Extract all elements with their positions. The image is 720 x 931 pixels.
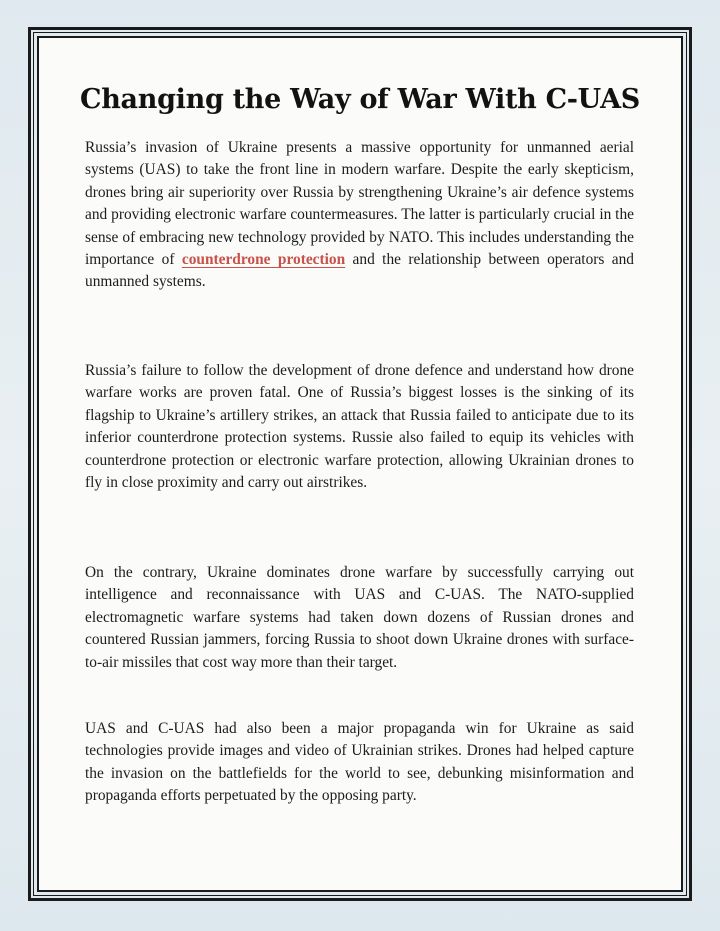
paragraph-1-text-after: and the relationship between operators and unmanned systems. (85, 251, 635, 291)
paragraph-3: On the contrary, Ukraine dominates drone warfare by successfully carrying out intelligence and reconnaissance with UAS and C-UAS. The NATO-supplied electromagnetic warfare systems had taken down dozens of Russian drones and countered Russian jammers, forcing Russia to shoot down Ukraine drones with surface-to-air missiles that cost way more than their target. (85, 564, 634, 671)
counterdrone-protection-link[interactable]: counterdrone protection (181, 251, 346, 269)
paragraph-2: Russia’s failure to follow the development of drone defence and understand how drone warfare works are proven fatal. One of Russia’s biggest losses is the sinking of its flagship to Ukraine’s artillery strikes, an attack that Russia failed to anticipate due to its inferior counterdrone protection systems. Russie also failed to equip its vehicles with counterdrone protection or electronic warfare protection, allowing Ukrainian drones to fly in close proximity and carry out airstrikes. (85, 362, 634, 492)
paragraph-1-text-before: Russia’s invasion of Ukraine presents a massive opportunity for unmanned aerial systems (UAS) to take the front line in modern warfare. Despite the early skepticism, drones bring air superiority over Russia by strengthening Ukraine’s air defence systems and providing electronic warfare countermeasures. The latter is particularly crucial in the sense of embracing new technology provided by NATO. This includes understanding the importance of (85, 139, 634, 269)
document-title: Changing the Way of War With C-UAS (80, 84, 640, 115)
paragraph-4: UAS and C-UAS had also been a major propaganda win for Ukraine as said technologies provide images and video of Ukrainian strikes. Drones had helped capture the invasion on the battlefields for the world to see, debunking misinformation and propaganda efforts perpetuated by the opposing party. (85, 720, 634, 805)
paragraph-1 (85, 137, 634, 294)
